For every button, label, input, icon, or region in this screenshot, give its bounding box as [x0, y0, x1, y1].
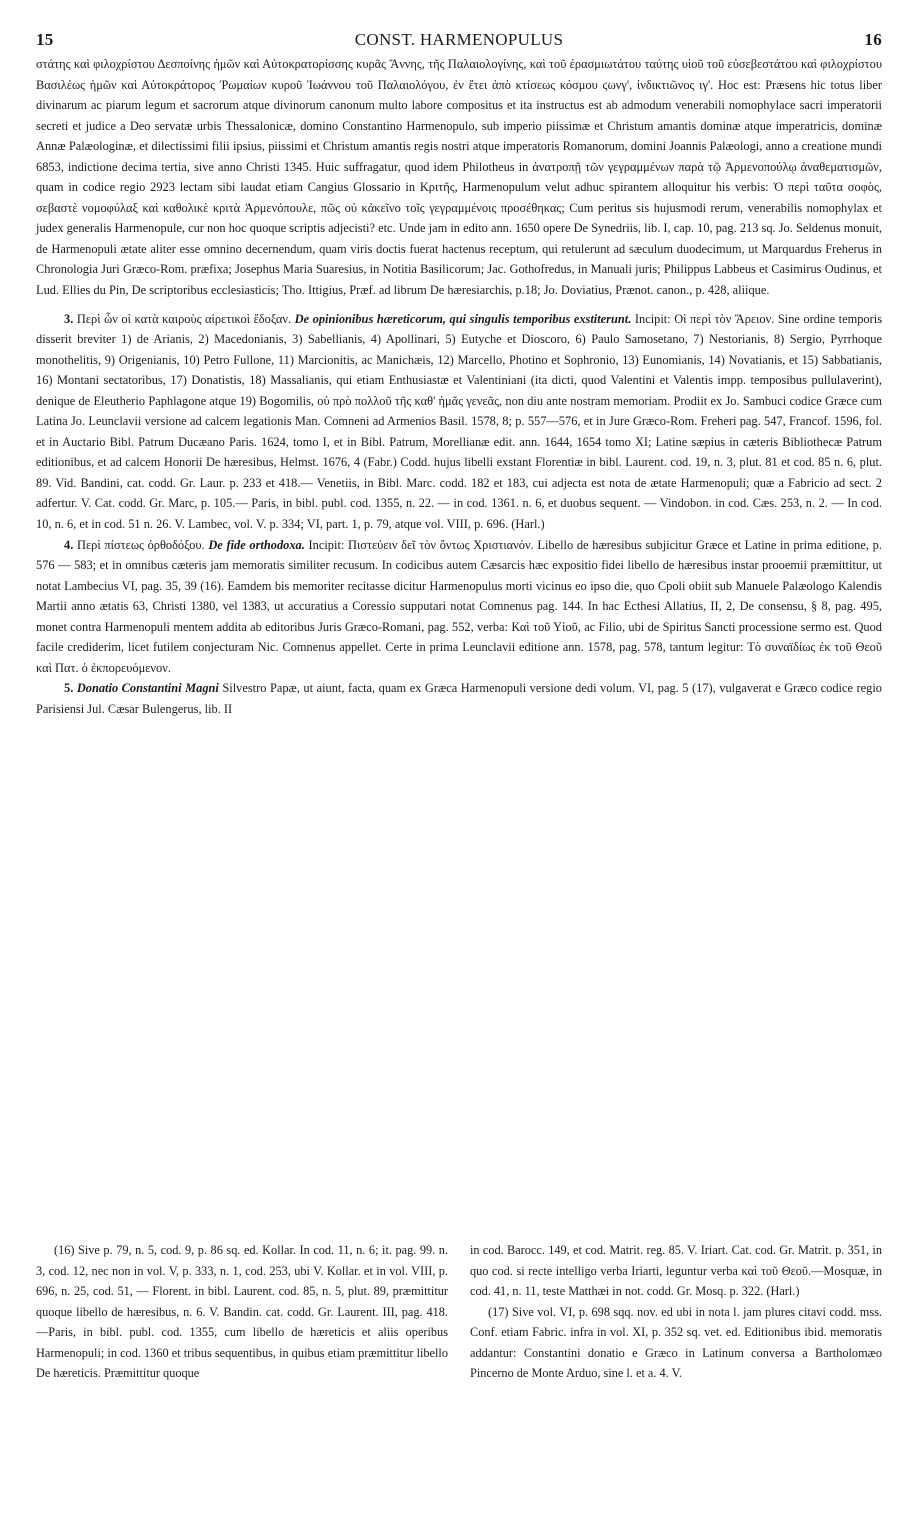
- running-title: CONST. HARMENOPULUS: [354, 30, 564, 49]
- section-number: 3.: [64, 311, 74, 326]
- paragraph-body: Incipit: Οἱ περὶ τὸν Ἄρειον. Sine ordine temporis disserit breviter 1) de Arianis, 2) Macedonianis, 3) Sabellianis, 4) Apollinari, 5) Eutyche et Dioscoro, 6) Paulo Samosetano, 7) Nestorianis, 8) Sergio, Pyrrhoque monothelitis, 9) Origenianis, 10) Petro Fullone, 11) Marcionitis, ac Manichæis, 12) Marcello, Photino et Sophronio, 13) Eunomianis, 14) Novatianis, et 15) Sabbatianis, 16) Montani sectatoribus, 17) Donatistis, 18) Massalianis, qui etiam Enthusiastæ et Valentiniani (ita dicti, quod Valentini et Valentis impp. temposibus pullulaverint), denique de Eleutherio Paphlagone atque 19) Bogomilis, οὐ πρὸ πολλοῦ τῆς καθ' ἡμᾶς γενεᾶς, non diu ante nostram memoriam. Prodiit ex Jo. Sambuci codice Græce cum Latina Jo. Leunclavii versione ad calcem legationis Man. Comneni ad Armenios Basil. 1578, 8; p. 557—576, et in Jure Græco-Rom. Freheri pag. 547, Francof. 1596, fol. et in Auctario Bibl. Patrum Ducæano Paris. 1624, tomo I, et in Bibl. Patrum, Morellianæ edit. ann. 1644, 1654 tomo XI; Latine sæpius in cæteris Bibliothecæ Patrum editionibus, et ad calcem Honorii De hæresibus, Helmst. 1676, 4 (Fabr.) Codd. hujus libelli exstant Florentiæ in bibl. Laurent. cod. 19, n. 3, plut. 81 et cod. 85 n. 6, plut. 89. Vid. Bandini, cat. codd. Gr. Laur. p. 233 et 418.— Venetiis, in Bibl. Marc. codd. 182 et 183, cui adjecta est nota de ætate Harmenopuli; quæ a Fabricio ad sect. 2 adfertur. V. Cat. codd. Gr. Marc, p. 105.— Paris, in bibl. publ. cod. 1355, n. 22. — in cod. 1361. n. 6, et duobus sequent. — Vindobon. in cod. Cæs. 253, n. 2. — In cod. 10, n. 6, et in cod. 51 n. 26. V. Lambec, vol. V. p. 334; VI, part. 1, p. 79, atque vol. VIII, p. 696. (Harl.): [36, 311, 883, 532]
- main-text: [36, 54, 882, 720]
- page: [36, 30, 882, 720]
- section-number: 4.: [64, 537, 74, 552]
- page-number-left: 15: [36, 30, 54, 49]
- paragraph-3: [36, 309, 882, 535]
- footnote-16: (16) Sive p. 79, n. 5, cod. 9, p. 86 sq. ed. Kollar. In cod. 11, n. 6; it. pag. 99. n. 3, cod. 12, nec non in vol. V, p. 333, n. 1, cod. 253, ubi V. Kollar. et in vol. VIII, p. 696, n. 25, cod. 51, — Florent. in bibl. Laurent. cod. 85, n. 5, plut. 89, præmittitur quoque libello de hæresibus, n. 6. V. Bandin. cat. codd. Gr. Laurent. III, pag. 418. —Paris, in bibl. publ. cod. 1355, cum libello de hæreticis et aliis operibus Harmenopuli; in cod. 1360 et tribus sequentibus, in quibus etiam præmittitur libello De hæreticis. Præmittitur quoque: [36, 1243, 448, 1380]
- latin-title: De fide orthodoxa.: [208, 537, 305, 552]
- running-header: [36, 30, 882, 54]
- section-number: 5.: [64, 681, 74, 696]
- footnote-column-left: [36, 1240, 448, 1384]
- latin-title: De opinionibus hæreticorum, qui singulis temporibus exstiterunt.: [294, 311, 632, 326]
- paragraph-5: [36, 678, 882, 719]
- footnotes: [36, 1240, 882, 1384]
- greek-title: Περὶ πίστεως ὀρθοδόξου.: [77, 537, 205, 552]
- footnote-column-right: [470, 1240, 882, 1384]
- footnote-17: (17) Sive vol. VI, p. 698 sqq. nov. ed ubi in nota l. jam plures citavi codd. mss. Conf. etiam Fabric. infra in vol. XI, p. 352 sq. vet. ed. Editionibus ibid. memoratis addantur: Constantini donatio e Græco in Latinum conversa a Bartholomæo Pincerno de Monte Arduo, sine l. et a. 4. V.: [470, 1304, 882, 1380]
- latin-title: Donatio Constantini Magni: [76, 681, 219, 696]
- footnote-16-continued: in cod. Barocc. 149, et cod. Matrit. reg. 85. V. Iriart. Cat. cod. Gr. Matrit. p. 351, in quo cod. si recte intelligo verba Iriarti, leguntur verba καὶ τοῦ Θεοῦ.—Mosquæ, in cod. 41, n. 11, teste Matthæi in not. codd. Gr. Mosq. p. 322. (Harl.): [470, 1243, 882, 1298]
- paragraph-body: Incipit: Πιστεύειν δεῖ τὸν ὄντως Χριστιανόν. Libello de hæresibus subjicitur Græce et Latine in prima editione, p. 576 — 583; et in omnibus cæteris jam memoratis similiter recusum. In codicibus autem Cæsarcis hæc expositio fidei libello de hæresibus instar prooemii præmittitur, ut notat Lambecius VI, pag. 35, 39 (16). Eamdem bis memoriter recitasse dicitur Harmenopulus morti vicinus eo ipso die, quo Cpoli obiit sub Manuele Palæologo Kalendis Martii anno ætatis 63, Christi 1380, vel 1383, ut accuratius a Coressio supputari notat Comnenus pag. 144. In hac Ecthesi Allatius, II, 2, De consensu, § 8, pag. 495, monet contra Harmenopuli mentem addita ab editoribus Juris Græco-Romani, pag. 552, verba: Καὶ τοῦ Υἱοῦ, ac Filio, ubi de Spiritus Sancti processione sermo est. Quod facile crediderim, licet futilem conjecturam Nic. Comnenus appellet. Certe in prima Leunclavii editione ann. 1578, pag. 578, tantum legitur: Τὸ συναϊδίως ἐκ τοῦ Θεοῦ καὶ Πατ. ὁ ἐκπορευόμενον.: [36, 537, 882, 675]
- page-number-right: 16: [864, 30, 882, 49]
- greek-title: Περὶ ὧν οἱ κατὰ καιροὺς αἱρετικοὶ ἔδοξαν.: [76, 311, 292, 326]
- paragraph-4: [36, 535, 882, 679]
- paragraph-intro: στάτης καὶ φιλοχρίστου Δεσποίνης ἡμῶν καὶ Αὐτοκρατορίσσης κυρᾶς Ἄννης, τῆς Παλαιολογίνης, καὶ τοῦ ἐρασμιωτάτου ταύτης υἱοῦ τοῦ εὐσεβεστάτου καὶ φιλοχρίστου Βασιλέως ἡμῶν καὶ Αὐτοκράτορος Ῥωμαίων κυροῦ Ἰωάννου τοῦ Παλαιολόγου, ἐν ἔτει ἀπὸ κτίσεως κόσμου ϛωνγ', ἰνδικτιῶνος ιγ'. Hoc est: Præsens hic totus liber divinarum ac piarum legum et sacrorum atque divinorum canonum multo labore compositus et ita instructus est ab admodum venerabili nomophylace sacri imperatorii secreti et judice a Deo servatæ urbis Thessalonicæ, domino Constantino Harmenopulo, sub imperio piissimæ et Christum amantis dominæ atque imperatricis, dominæ Annæ Palæologinæ, et dilectissimi filii ipsius, piissimi et Christum amantis regis nostri atque imperatoris Romanorum, domini Joannis Palæologi, anno a creatione mundi 6853, indictione decima tertia, sive anno Christi 1345. Huic suffragatur, quod idem Philotheus in ἀνατροπῇ τῶν γεγραμμένων παρὰ τῷ Ἀρμενοπούλῳ ἀναθεματισμῶν, quam in codice regio 2923 lectam sibi laudat etiam Cangius Glossario in Κριτῆς, Harmenopulum velut adhuc spirantem alloquitur his verbis: Ὁ περὶ ταῦτα σοφὸς, σεβαστὲ νομοφύλαξ καὶ καθολικὲ κριτὰ Ἀρμενόπουλε, πῶς οὐ κἀκεῖνο τοῖς γεγραμμένοις προσέθηκας; Cum peritus sis hujusmodi rerum, venerabilis nomophylax et judex generalis Harmenopule, cur non hoc quoque scriptis adjecisti? etc. Unde jam in edito ann. 1650 opere De Synedriis, lib. I, cap. 10, pag. 213 sq. Jo. Seldenus monuit, de Harmenopuli ætate aliter esse omnino decernendum, quam viris doctis fuerat hactenus receptum, qui retulerunt ad sæculum duodecimum, ut Marquardus Freherus in Chronologia Juri Græco-Rom. præfixa; Josephus Maria Suaresius, in Notitia Basilicorum; Jac. Gothofredus, in Manuali juris; Philippus Labbeus et Casimirus Oudinus, et Lud. Ellies du Pin, De scriptoribus ecclesiasticis; Tho. Ittigius, Præf. ad librum De hæresiarchis, p.18; Jo. Doviatius, Prænot. canon., p. 428, aliique.: [36, 57, 882, 298]
- paragraph-body: Silvestro Papæ, ut aiunt, facta, quam ex Græca Harmenopuli versione dedi volum. VI, pag. 5 (17), vulgaverat e Græco codice regio Parisiensi Jul. Cæsar Bulengerus, lib. II: [36, 681, 882, 716]
